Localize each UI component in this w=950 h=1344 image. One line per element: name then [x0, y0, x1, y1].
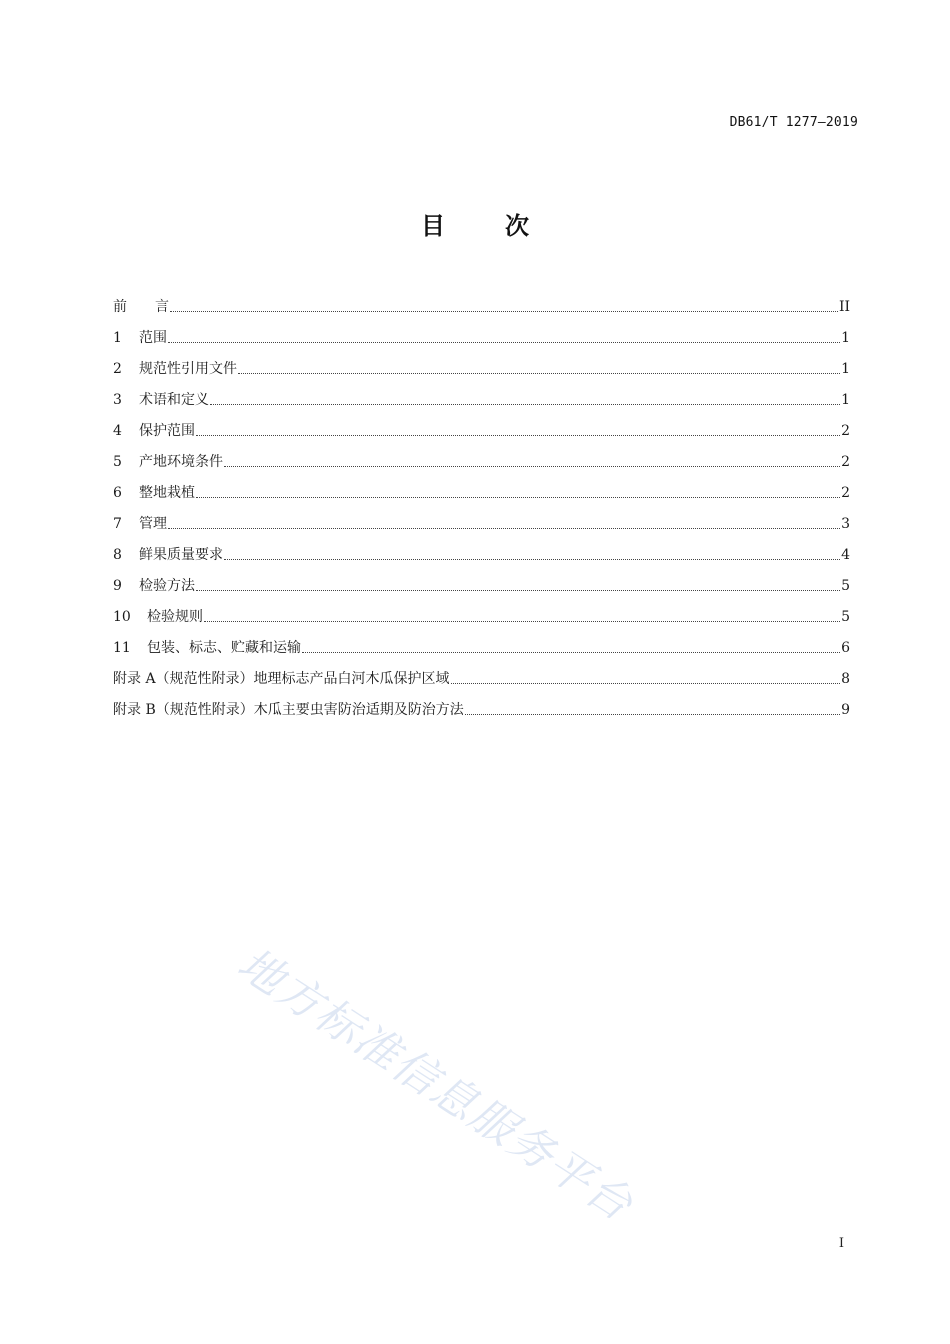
toc-entry-number: 3: [113, 392, 122, 408]
toc-entry-page: 5: [841, 609, 850, 625]
toc-entry-annex-b[interactable]: [113, 689, 850, 720]
page-number: I: [838, 1236, 844, 1251]
toc-leader-dots: [451, 683, 841, 684]
toc-leader-dots: [170, 311, 838, 312]
toc-entry-page: 5: [841, 578, 850, 594]
toc-entry-label: 前 言: [113, 299, 169, 315]
toc-entry-page: 6: [841, 640, 850, 656]
toc-entry-label: 附录 B（规范性附录）木瓜主要虫害防治适期及防治方法: [113, 702, 464, 718]
toc-entry-4[interactable]: [113, 410, 850, 441]
page-title: [0, 206, 950, 241]
toc-entry-label: 整地栽植: [139, 485, 195, 501]
toc-leader-dots: [196, 590, 840, 591]
toc-entry-6[interactable]: [113, 472, 850, 503]
document-code: DB61/T 1277—2019: [729, 115, 858, 130]
title-char-2: 次: [505, 212, 529, 240]
toc-leader-dots: [238, 373, 840, 374]
title-char-1: 目: [421, 212, 445, 240]
toc-entry-2[interactable]: [113, 348, 850, 379]
toc-entry-page: 1: [841, 330, 850, 346]
toc-entry-annex-a[interactable]: [113, 658, 850, 689]
toc-entry-label: 术语和定义: [139, 392, 209, 408]
toc-entry-number: 5: [113, 454, 122, 470]
toc-leader-dots: [196, 497, 840, 498]
toc-entry-number: 9: [113, 578, 122, 594]
toc-entry-number: 8: [113, 547, 122, 563]
watermark: 地方标准信息服务平台: [228, 938, 643, 1232]
toc-entry-number: 4: [113, 423, 122, 439]
toc-entry-number: 6: [113, 485, 122, 501]
toc-entry-5[interactable]: [113, 441, 850, 472]
toc-entry-label: 产地环境条件: [139, 454, 223, 470]
toc-leader-dots: [168, 528, 840, 529]
toc-leader-dots: [204, 621, 840, 622]
toc-entry-page: 3: [841, 516, 850, 532]
toc-entry-page: 4: [841, 547, 850, 563]
toc-entry-8[interactable]: [113, 534, 850, 565]
toc-entry-foreword[interactable]: [113, 286, 850, 317]
toc-leader-dots: [302, 652, 840, 653]
toc-entry-11[interactable]: [113, 627, 850, 658]
toc-leader-dots: [224, 559, 840, 560]
toc-leader-dots: [465, 714, 840, 715]
toc-entry-label: 范围: [139, 330, 167, 346]
toc-entry-number: 1: [113, 330, 122, 346]
toc-entry-label: 管理: [139, 516, 167, 532]
toc-entry-number: 2: [113, 361, 122, 377]
toc-entry-3[interactable]: [113, 379, 850, 410]
toc-entry-label: 保护范围: [139, 423, 195, 439]
toc-entry-page: 2: [841, 454, 850, 470]
toc-entry-label: 包装、标志、贮藏和运输: [147, 640, 301, 656]
toc-entry-page: II: [838, 299, 850, 315]
toc-entry-page: 1: [841, 392, 850, 408]
toc-entry-number: 11: [113, 640, 131, 656]
toc-entry-page: 2: [841, 423, 850, 439]
toc-entry-page: 1: [841, 361, 850, 377]
toc-entry-label: 检验方法: [139, 578, 195, 594]
toc-entry-1[interactable]: [113, 317, 850, 348]
toc-entry-page: 9: [841, 702, 850, 718]
toc-entry-number: 7: [113, 516, 122, 532]
toc-entry-number: 10: [113, 609, 131, 625]
toc-leader-dots: [168, 342, 840, 343]
table-of-contents: [113, 286, 850, 720]
toc-entry-label: 规范性引用文件: [139, 361, 237, 377]
toc-leader-dots: [196, 435, 840, 436]
toc-entry-label: 鲜果质量要求: [139, 547, 223, 563]
toc-leader-dots: [224, 466, 840, 467]
toc-entry-page: 2: [841, 485, 850, 501]
toc-entry-10[interactable]: [113, 596, 850, 627]
toc-leader-dots: [210, 404, 840, 405]
toc-entry-page: 8: [841, 671, 850, 687]
toc-entry-label: 检验规则: [147, 609, 203, 625]
toc-entry-label: 附录 A（规范性附录）地理标志产品白河木瓜保护区域: [113, 671, 450, 687]
toc-entry-9[interactable]: [113, 565, 850, 596]
toc-entry-7[interactable]: [113, 503, 850, 534]
